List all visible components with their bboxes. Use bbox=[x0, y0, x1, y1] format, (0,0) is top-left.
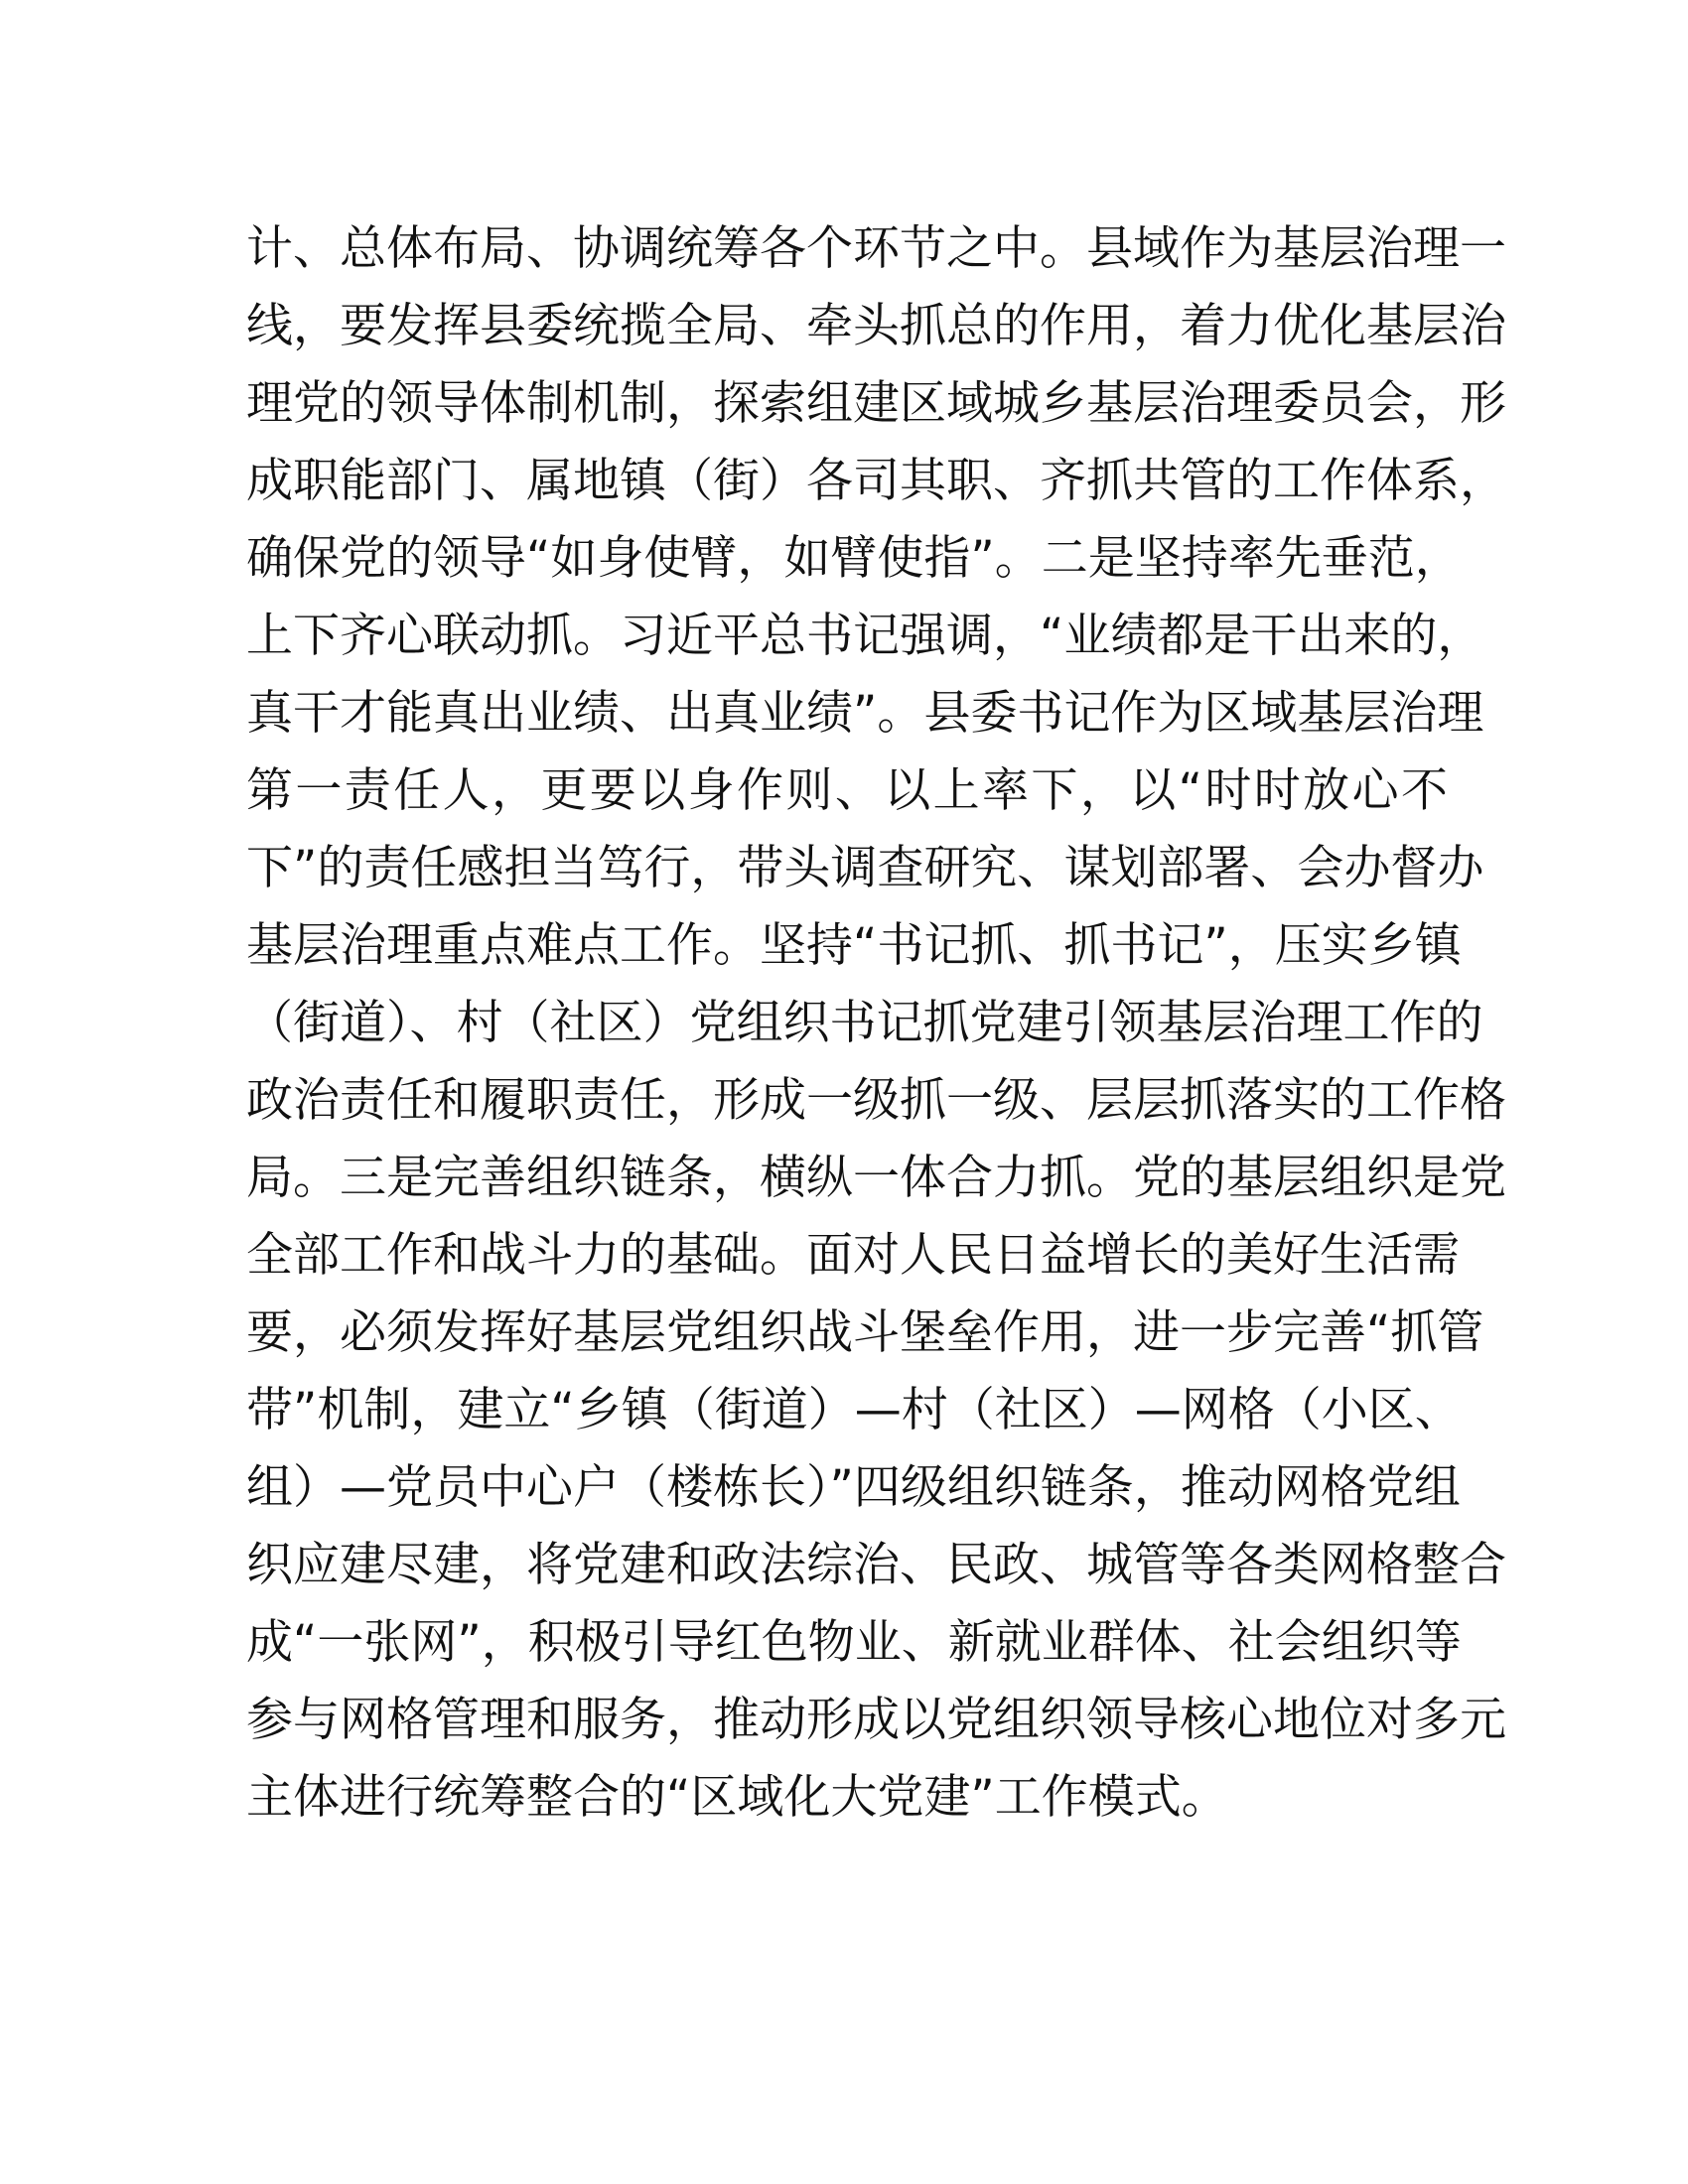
text-line: 成“一张网”，积极引导红色物业、新就业群体、社会组织等 bbox=[246, 1615, 1462, 1670]
text-line: 第一责任人，更要以身作则、以上率下，以“时时放心不 bbox=[246, 763, 1448, 818]
text-line: 局。三是完善组织链条，横纵一体合力抓。党的基层组织是党 bbox=[246, 1151, 1506, 1205]
text-line: 参与网格管理和服务，推动形成以党组织领导核心地位对多元 bbox=[246, 1693, 1506, 1747]
text-line: （街道）、村（社区）党组织书记抓党建引领基层治理工作的 bbox=[246, 996, 1483, 1050]
text-line: 带”机制，建立“乡镇（街道）—村（社区）—网格（小区、 bbox=[246, 1383, 1462, 1437]
text-line: 理党的领导体制机制，探索组建区域城乡基层治理委员会，形 bbox=[246, 376, 1506, 431]
text-line: 政治责任和履职责任，形成一级抓一级、层层抓落实的工作格 bbox=[246, 1073, 1506, 1128]
text-line: 织应建尽建，将党建和政法综治、民政、城管等各类网格整合 bbox=[246, 1538, 1506, 1592]
text-line-last: 主体进行统筹整合的“区域化大党建”工作模式。 bbox=[246, 1770, 1228, 1825]
text-line: 要，必须发挥好基层党组织战斗堡垒作用，进一步完善“抓管 bbox=[246, 1305, 1484, 1360]
text-line: 确保党的领导“如身使臂，如臂使指”。二是坚持率先垂范， bbox=[246, 531, 1462, 586]
text-line: 线，要发挥县委统揽全局、牵头抓总的作用，着力优化基层治 bbox=[246, 299, 1506, 353]
text-line: 成职能部门、属地镇（街）各司其职、齐抓共管的工作体系， bbox=[246, 454, 1506, 508]
text-line: 下”的责任感担当笃行，带头调查研究、谋划部署、会办督办 bbox=[246, 841, 1484, 895]
text-line: 组）—党员中心户（楼栋长）”四级组织链条，推动网格党组 bbox=[246, 1460, 1461, 1515]
text-line: 上下齐心联动抓。习近平总书记强调，“业绩都是干出来的， bbox=[246, 609, 1484, 663]
text-line: 全部工作和战斗力的基础。面对人民日益增长的美好生活需 bbox=[246, 1228, 1460, 1283]
body-paragraph bbox=[246, 210, 1506, 1837]
text-line: 真干才能真出业绩、出真业绩”。县委书记作为区域基层治理 bbox=[246, 686, 1484, 741]
text-line: 基层治理重点难点工作。坚持“书记抓、抓书记”，压实乡镇 bbox=[246, 918, 1462, 973]
text-line: 计、总体布局、协调统筹各个环节之中。县域作为基层治理一 bbox=[246, 221, 1506, 276]
